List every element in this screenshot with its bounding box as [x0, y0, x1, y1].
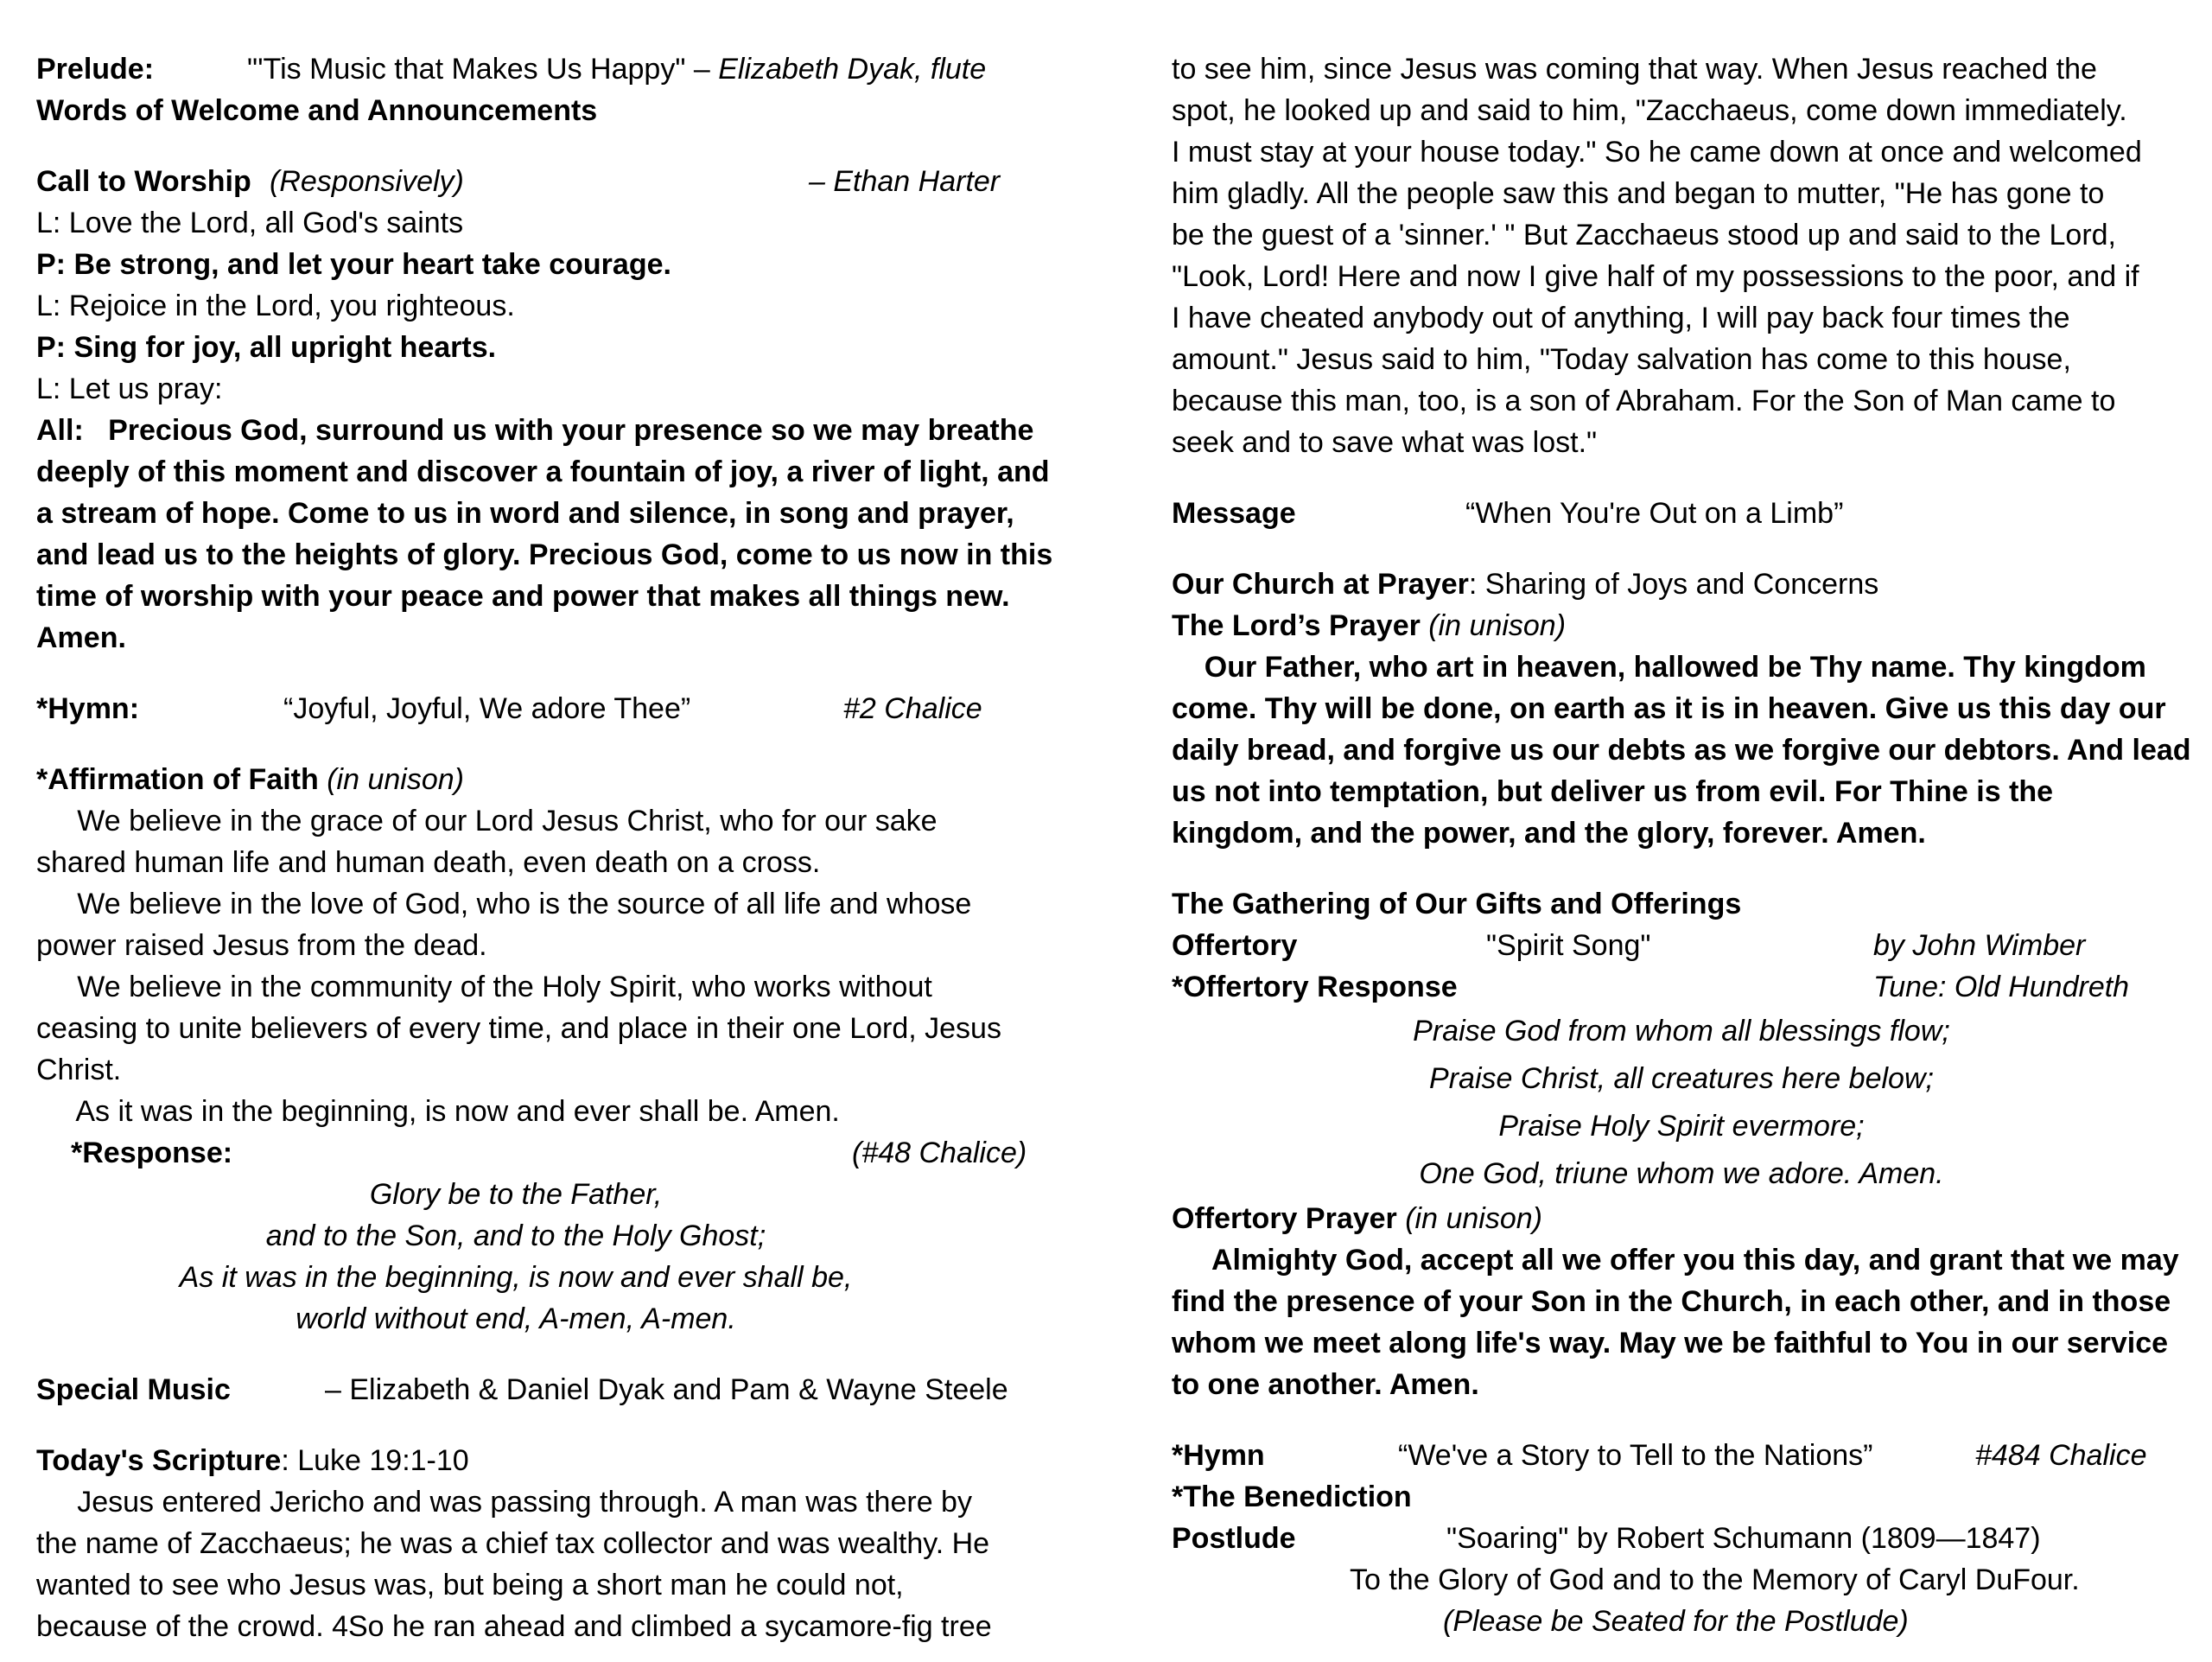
litany-line: P: Be strong, and let your heart take courage.	[36, 248, 671, 281]
scripture-cont-line: seek and to save what was lost."	[1172, 426, 1598, 459]
scripture-cont-line: him gladly. All the people saw this and began to mutter, "He has gone to	[1172, 177, 2105, 210]
affirmation-line: ceasing to unite believers of every time, and place in their one Lord, Jesus	[36, 1012, 1001, 1045]
church-prayer-row	[1172, 564, 2196, 605]
offertory-prayer-heading	[1172, 1198, 1542, 1239]
response-verse: and to the Son, and to the Holy Ghost;	[265, 1219, 766, 1252]
message-label: Message	[1172, 497, 1296, 530]
unison-prayer-line: time of worship with your peace and power that makes all things new.	[36, 580, 1010, 613]
postlude-dedication: To the Glory of God and to the Memory of Caryl DuFour.	[1350, 1563, 2080, 1596]
lords-prayer-row	[1172, 605, 2196, 646]
scripture-cont-line: I have cheated anybody out of anything, I will pay back four times the	[1172, 302, 2070, 334]
special-music-row	[36, 1369, 1108, 1410]
offertory-prayer-note: (in unison)	[1405, 1202, 1542, 1235]
postlude-title: "Soaring" by Robert Schumann (1809—1847)	[1446, 1522, 2041, 1555]
gifts-heading: The Gathering of Our Gifts and Offerings	[1172, 888, 1742, 920]
call-to-worship-leader: – Ethan Harter	[809, 165, 1001, 198]
offertory-response-row	[1172, 966, 2196, 1008]
response-verse: Glory be to the Father,	[369, 1178, 663, 1211]
scripture-cont-line: "Look, Lord! Here and now I give half of my possessions to the poor, and if	[1172, 260, 2139, 293]
message-title: “When You're Out on a Limb”	[1465, 497, 1844, 530]
right-column	[1172, 48, 2196, 1642]
hymn2-title: “We've a Story to Tell to the Nations”	[1398, 1439, 1873, 1472]
lords-prayer-line: come. Thy will be done, on earth as it is in heaven. Give us this day our	[1172, 692, 2166, 725]
special-music-performers: – Elizabeth & Daniel Dyak and Pam & Wayne Steele	[325, 1373, 1008, 1406]
offertory-prayer-line: to one another. Amen.	[1172, 1368, 1479, 1401]
prelude-label: Prelude:	[36, 53, 155, 86]
litany-line: L: Love the Lord, all God's saints	[36, 207, 464, 239]
affirmation-line: We believe in the love of God, who is the source of all life and whose	[36, 888, 972, 920]
scripture-line: Jesus entered Jericho and was passing through. A man was there by	[36, 1486, 972, 1519]
scripture-cont-line: amount." Jesus said to him, "Today salvation has come to this house,	[1172, 343, 2071, 376]
church-prayer-heading	[1172, 564, 1878, 605]
scripture-heading	[36, 1440, 469, 1481]
prelude-title: "'Tis Music that Makes Us Happy"	[247, 53, 686, 86]
scripture-row	[36, 1440, 1108, 1481]
litany-line: P: Sing for joy, all upright hearts.	[36, 331, 497, 364]
church-prayer-label: Our Church at Prayer	[1172, 568, 1469, 601]
dedication-row	[1172, 1559, 2196, 1601]
response-verse: As it was in the beginning, is now and ever shall be,	[179, 1261, 853, 1294]
welcome-heading: Words of Welcome and Announcements	[36, 94, 598, 127]
affirmation-line: Christ.	[36, 1054, 122, 1086]
doxology-line: Praise Holy Spirit evermore;	[1498, 1110, 1865, 1143]
hymn2-row	[1172, 1435, 2196, 1476]
doxology-line: Praise God from whom all blessings flow;	[1413, 1015, 1950, 1048]
special-music-label: Special Music	[36, 1373, 231, 1406]
hymn2-number: #484 Chalice	[1975, 1439, 2147, 1472]
postlude-label: Postlude	[1172, 1522, 1296, 1555]
church-prayer-text: : Sharing of Joys and Concerns	[1468, 568, 1879, 601]
left-column	[36, 48, 1108, 1647]
offertory-by: by John Wimber	[1873, 929, 2086, 962]
scripture-cont-line: because this man, too, is a son of Abraham. For the Son of Man came to	[1172, 385, 2116, 417]
hymn1-row	[36, 688, 1108, 729]
offertory-label: Offertory	[1172, 929, 1298, 962]
offertory-row	[1172, 925, 2196, 966]
prelude-line	[247, 48, 986, 90]
lords-prayer-line: kingdom, and the power, and the glory, forever. Amen.	[1172, 817, 1926, 850]
hymn1-label: *Hymn:	[36, 692, 140, 725]
offertory-prayer-row	[1172, 1198, 2196, 1239]
unison-prayer-line: and lead us to the heights of glory. Precious God, come to us now in this	[36, 538, 1053, 571]
offertory-prayer-line: find the presence of your Son in the Church, in each other, and in those	[1172, 1285, 2171, 1318]
call-to-worship-note: (Responsively)	[270, 165, 464, 198]
message-row	[1172, 493, 2196, 534]
hymn2-label: *Hymn	[1172, 1439, 1265, 1472]
offertory-title: "Spirit Song"	[1486, 929, 1651, 962]
offertory-response-tune: Tune: Old Hundreth	[1873, 971, 2130, 1003]
response-number: (#48 Chalice)	[852, 1137, 1027, 1169]
hymn1-title: “Joyful, Joyful, We adore Thee”	[283, 692, 691, 725]
offertory-prayer-label: Offertory Prayer	[1172, 1202, 1397, 1235]
scripture-line: wanted to see who Jesus was, but being a short man he could not,	[36, 1569, 904, 1602]
doxology-line: Praise Christ, all creatures here below;	[1429, 1062, 1934, 1095]
offertory-prayer-line: whom we meet along life's way. May we be faithful to You in our service	[1172, 1327, 2169, 1360]
postlude-row	[1172, 1518, 2196, 1559]
litany-line: L: Rejoice in the Lord, you righteous.	[36, 290, 515, 322]
lords-prayer-line: daily bread, and forgive us our debts as we forgive our debtors. And lead	[1172, 734, 2191, 767]
affirmation-note: (in unison)	[327, 763, 464, 796]
offertory-prayer-line: Almighty God, accept all we offer you this day, and grant that we may	[1172, 1244, 2179, 1277]
affirmation-line: We believe in the grace of our Lord Jesus Christ, who for our sake	[36, 805, 938, 837]
response-verse: world without end, A-men, A-men.	[296, 1302, 736, 1335]
affirmation-line: As it was in the beginning, is now and ever shall be. Amen.	[36, 1095, 840, 1128]
affirmation-row	[36, 759, 1108, 800]
lords-prayer-label: The Lord’s Prayer	[1172, 609, 1421, 642]
scripture-line: the name of Zacchaeus; he was a chief tax collector and was wealthy. He	[36, 1527, 990, 1560]
postlude-note: (Please be Seated for the Postlude)	[1443, 1605, 1909, 1638]
affirmation-label: *Affirmation of Faith	[36, 763, 319, 796]
postlude-note-row	[1172, 1601, 2196, 1642]
unison-prayer-line: Amen.	[36, 621, 126, 654]
affirmation-line: power raised Jesus from the dead.	[36, 929, 487, 962]
lords-prayer-line: us not into temptation, but deliver us from evil. For Thine is the	[1172, 775, 2054, 808]
scripture-line: because of the crowd. 4So he ran ahead and climbed a sycamore-fig tree	[36, 1610, 992, 1643]
lords-prayer-line: Our Father, who art in heaven, hallowed be Thy name. Thy kingdom	[1172, 651, 2146, 684]
unison-prayer-line: a stream of hope. Come to us in word and silence, in song and prayer,	[36, 497, 1014, 530]
call-to-worship-row	[36, 161, 1108, 202]
lords-prayer-heading	[1172, 605, 1566, 646]
lords-prayer-note: (in unison)	[1428, 609, 1567, 642]
affirmation-heading	[36, 759, 464, 800]
affirmation-line: We believe in the community of the Holy Spirit, who works without	[36, 971, 932, 1003]
response-label: *Response:	[71, 1137, 233, 1169]
unison-prayer-line: All: Precious God, surround us with your presence so we may breathe	[36, 414, 1034, 447]
scripture-cont-line: be the guest of a 'sinner.' " But Zacchaeus stood up and said to the Lord,	[1172, 219, 2116, 252]
scripture-label: Today's Scripture	[36, 1444, 282, 1477]
call-to-worship-label: Call to Worship	[36, 165, 251, 198]
scripture-cont-line: spot, he looked up and said to him, "Zacchaeus, come down immediately.	[1172, 94, 2127, 127]
response-row	[36, 1132, 1108, 1174]
scripture-cont-line: I must stay at your house today." So he came down at once and welcomed	[1172, 136, 2142, 169]
unison-prayer-line: deeply of this moment and discover a fountain of joy, a river of light, and	[36, 455, 1050, 488]
doxology-line: One God, triune whom we adore. Amen.	[1419, 1157, 1944, 1190]
scripture-ref: : Luke 19:1-10	[281, 1444, 469, 1477]
prelude-performer: Elizabeth Dyak, flute	[718, 53, 987, 86]
offertory-response-label: *Offertory Response	[1172, 971, 1458, 1003]
scripture-cont-line: to see him, since Jesus was coming that way. When Jesus reached the	[1172, 53, 2097, 86]
prelude-dash: –	[685, 53, 719, 86]
litany-line: L: Let us pray:	[36, 373, 223, 405]
prelude-row	[36, 48, 1108, 90]
hymn1-number: #2 Chalice	[843, 692, 982, 725]
benediction-heading: *The Benediction	[1172, 1481, 1412, 1513]
affirmation-line: shared human life and human death, even death on a cross.	[36, 846, 821, 879]
